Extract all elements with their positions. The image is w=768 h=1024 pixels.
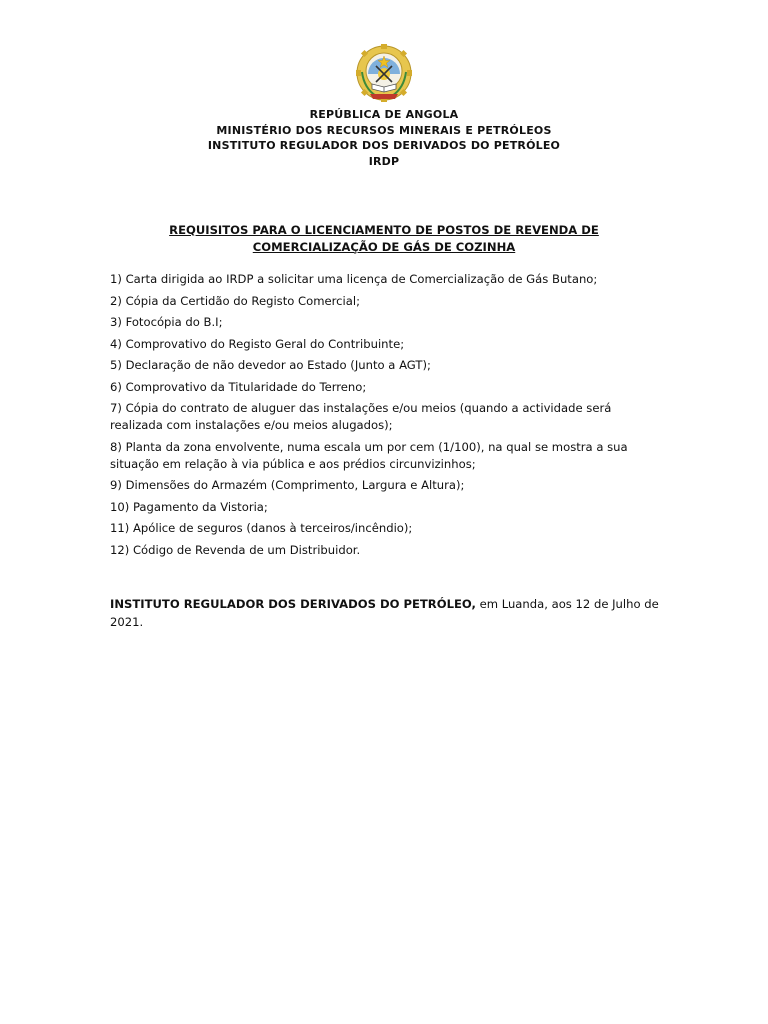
requirement-item: 8) Planta da zona envolvente, numa escala um por cem (1/100), na qual se mostra a sua situação em relação à via pública e aos prédios circunvizinhos;	[110, 439, 628, 471]
header-country: REPÚBLICA DE ANGOLA	[309, 108, 459, 121]
requirement-item: 1) Carta dirigida ao IRDP a solicitar uma licença de Comercialização de Gás Butano;	[110, 272, 598, 286]
requirement-item: 2) Cópia da Certidão do Registo Comercial;	[110, 293, 361, 308]
title-line-1: REQUISITOS PARA O LICENCIAMENTO DE POSTOS DE REVENDA DE	[169, 223, 599, 237]
header-ministry: MINISTÉRIO DOS RECURSOS MINERAIS E PETRÓLEOS	[216, 123, 552, 137]
requirement-item: 5) Declaração de não devedor ao Estado (Junto a AGT);	[110, 358, 431, 372]
closing-org: INSTITUTO REGULADOR DOS DERIVADOS DO PETRÓLEO,	[110, 597, 476, 611]
requirement-item: 4) Comprovativo do Registo Geral do Contribuinte;	[110, 336, 405, 351]
requirement-item: 3) Fotocópia do B.I;	[110, 315, 223, 329]
requirement-item: 11) Apólice de seguros (danos à terceiros/incêndio);	[110, 521, 413, 535]
letterhead	[0, 107, 768, 169]
requirements-list	[110, 271, 650, 563]
document-title	[0, 222, 768, 255]
angola-emblem-icon	[354, 44, 414, 102]
requirement-item: 6) Comprovativo da Titularidade do Terreno;	[110, 379, 367, 394]
requirement-item: 12) Código de Revenda de um Distribuidor.	[110, 542, 361, 557]
header-institute: INSTITUTO REGULADOR DOS DERIVADOS DO PETRÓLEO	[207, 139, 561, 152]
closing-statement	[110, 595, 665, 631]
closing-place-date: em Luanda, aos 12 de Julho de 2021.	[110, 597, 659, 629]
requirement-item: 10) Pagamento da Vistoria;	[110, 499, 268, 514]
title-line-2: COMERCIALIZAÇÃO DE GÁS DE COZINHA	[252, 239, 516, 254]
header-acronym: IRDP	[368, 154, 400, 168]
requirement-item: 9) Dimensões do Armazém (Comprimento, Largura e Altura);	[110, 478, 465, 492]
requirement-item: 7) Cópia do contrato de aluguer das instalações e/ou meios (quando a actividade será realizada com instalações e/ou meios alugados);	[110, 401, 612, 432]
